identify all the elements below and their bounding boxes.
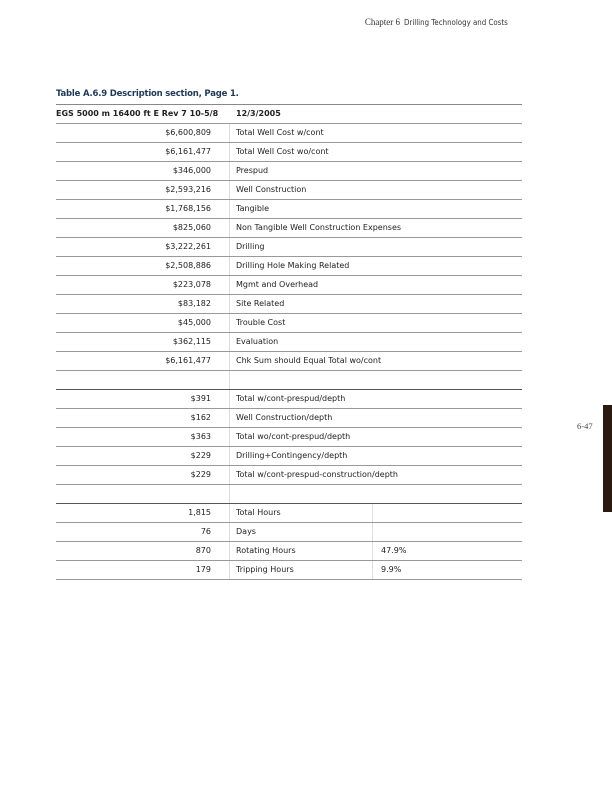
table-title: Table A.6.9 Description section, Page 1. [56, 89, 239, 99]
table-row [56, 523, 522, 542]
label-cell: Total Hours [236, 508, 281, 517]
header-case: EGS 5000 m 16400 ft E Rev 7 10-5/8 [56, 109, 219, 118]
value-cell: $1,768,156 [56, 200, 230, 218]
spacer-row [56, 371, 522, 390]
label-cell: Chk Sum should Equal Total wo/cont [236, 356, 382, 365]
value-cell: $363 [56, 428, 230, 446]
value-cell: $2,508,886 [56, 257, 230, 275]
table-header-row [56, 105, 522, 124]
table-row [56, 200, 522, 219]
table-row [56, 295, 522, 314]
value-cell: $825,060 [56, 219, 230, 237]
table-row [56, 257, 522, 276]
value-cell: $229 [56, 466, 230, 484]
label-cell: Days [236, 527, 256, 536]
value-cell: $3,222,261 [56, 238, 230, 256]
value-cell: $346,000 [56, 162, 230, 180]
table-row [56, 352, 522, 371]
table-row [56, 466, 522, 485]
chapter-title: Drilling Technology and Costs [404, 18, 508, 27]
label-cell: Total Well Cost w/cont [236, 128, 324, 137]
value-cell: 1,815 [56, 504, 230, 522]
value-cell: 76 [56, 523, 230, 541]
table-row [56, 162, 522, 181]
table-row [56, 542, 522, 561]
running-header [365, 17, 522, 28]
table-row [56, 390, 522, 409]
value-cell: $223,078 [56, 276, 230, 294]
table-row [56, 124, 522, 143]
value-cell: $162 [56, 409, 230, 427]
label-cell: Tangible [236, 204, 270, 213]
label-cell: Well Construction [236, 185, 307, 194]
percent-cell: 9.9% [372, 561, 401, 579]
label-cell: Rotating Hours [236, 546, 296, 555]
value-cell: $6,600,809 [56, 124, 230, 142]
percent-cell [372, 504, 381, 522]
label-cell: Site Related [236, 299, 285, 308]
value-cell: $45,000 [56, 314, 230, 332]
value-cell: $2,593,216 [56, 181, 230, 199]
table-row [56, 428, 522, 447]
label-cell: Well Construction/depth [236, 413, 333, 422]
label-cell: Drilling+Contingency/depth [236, 451, 348, 460]
table-row [56, 219, 522, 238]
label-cell: Drilling [236, 242, 265, 251]
value-cell: $6,161,477 [56, 352, 230, 370]
value-cell: $6,161,477 [56, 143, 230, 161]
label-cell: Total wo/cont-prespud/depth [236, 432, 351, 441]
value-cell: 870 [56, 542, 230, 560]
cost-table [56, 104, 522, 580]
table-row [56, 409, 522, 428]
value-cell: $362,115 [56, 333, 230, 351]
table-row [56, 143, 522, 162]
table-row [56, 181, 522, 200]
chapter-label: Chapter 6 [364, 17, 401, 27]
label-cell: Total Well Cost wo/cont [236, 147, 329, 156]
percent-cell [372, 523, 381, 541]
label-cell: Non Tangible Well Construction Expenses [236, 223, 402, 232]
page-number: 6-47 [577, 421, 593, 431]
value-cell [56, 485, 230, 503]
label-cell: Drilling Hole Making Related [236, 261, 350, 270]
table-row [56, 504, 522, 523]
table-row [56, 561, 522, 580]
table-row [56, 447, 522, 466]
value-cell: 179 [56, 561, 230, 579]
value-cell: $83,182 [56, 295, 230, 313]
spacer-row [56, 485, 522, 504]
chapter-tab [603, 405, 612, 512]
header-date: 12/3/2005 [236, 109, 281, 118]
table-row [56, 314, 522, 333]
value-cell: $229 [56, 447, 230, 465]
label-cell: Evaluation [236, 337, 279, 346]
percent-cell: 47.9% [372, 542, 406, 560]
label-cell: Tripping Hours [236, 565, 294, 574]
label-cell: Mgmt and Overhead [236, 280, 319, 289]
table-row [56, 238, 522, 257]
label-cell: Trouble Cost [236, 318, 286, 327]
label-cell: Total w/cont-prespud/depth [236, 394, 346, 403]
table-row [56, 333, 522, 352]
value-cell [56, 371, 230, 389]
table-row [56, 276, 522, 295]
label-cell: Prespud [236, 166, 269, 175]
label-cell: Total w/cont-prespud-construction/depth [236, 470, 398, 479]
value-cell: $391 [56, 390, 230, 408]
